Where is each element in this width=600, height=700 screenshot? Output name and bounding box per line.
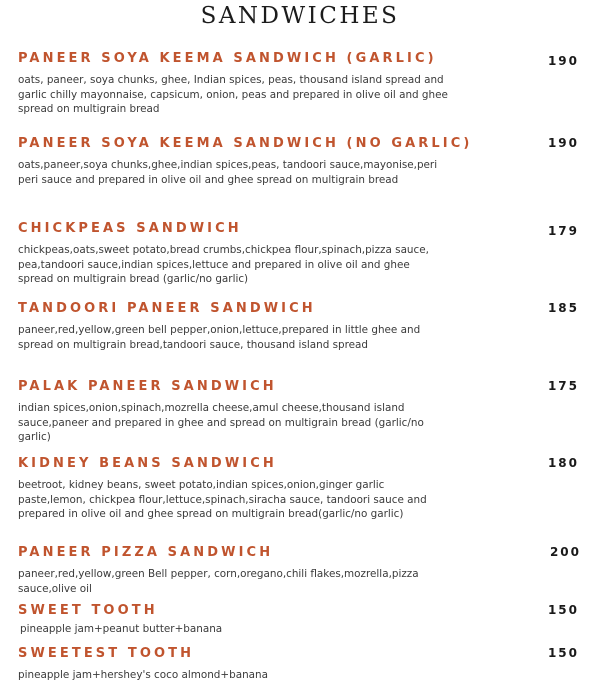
item-description: paneer,red,yellow,green Bell pepper, corn,oregano,chili flakes,mozrella,pizza sauce,olive oil xyxy=(18,568,419,595)
menu-item xyxy=(18,544,583,596)
menu-item xyxy=(18,602,583,637)
menu-item xyxy=(18,220,583,287)
item-price: 190 xyxy=(547,54,579,68)
item-description: indian spices,onion,spinach,mozrella cheese,amul cheese,thousand island sauce,paneer and prepared in ghee and spread on multigrain bread (garlic/no garlic) xyxy=(18,402,424,443)
item-description: paneer,red,yellow,green bell pepper,onion,lettuce,prepared in little ghee and spread on multigrain bread,tandoori sauce, thousand island spread xyxy=(18,324,421,351)
menu-item xyxy=(18,645,583,683)
item-description: pineapple jam+peanut butter+banana xyxy=(20,623,223,635)
menu-item xyxy=(18,135,583,187)
item-name: PANEER SOYA KEEMA SANDWICH (NO GARLIC) xyxy=(18,136,473,151)
item-price: 190 xyxy=(547,136,579,150)
item-price: 180 xyxy=(547,456,579,470)
item-description: pineapple jam+hershey's coco almond+banana xyxy=(18,669,268,681)
item-price: 179 xyxy=(547,224,579,238)
item-price: 185 xyxy=(547,301,579,315)
page-title: SANDWICHES xyxy=(200,3,400,29)
item-name: PALAK PANEER SANDWICH xyxy=(18,379,277,394)
item-price: 150 xyxy=(547,646,579,660)
item-price: 175 xyxy=(547,379,579,393)
menu-item xyxy=(18,455,583,522)
item-description: chickpeas,oats,sweet potato,bread crumbs,chickpea flour,spinach,pizza sauce, pea,tandoori sauce,indian spices,lettuce and prepared in olive oil and ghee spread on multigrain bread (garlic/no garlic) xyxy=(18,244,429,285)
item-description: oats,paneer,soya chunks,ghee,indian spices,peas, tandoori sauce,mayonise,peri peri sauce and prepared in olive oil and ghee spread on multigrain bread xyxy=(18,159,438,186)
menu-item xyxy=(18,378,583,445)
item-description: beetroot, kidney beans, sweet potato,indian spices,onion,ginger garlic paste,lemon, chickpea flour,lettuce,spinach,siracha sauce, tandoori sauce and prepared in olive oil and ghee spread on multigrain bread(garlic/no garlic) xyxy=(18,479,427,520)
item-name: PANEER PIZZA SANDWICH xyxy=(18,545,274,560)
item-price: 200 xyxy=(549,545,581,559)
item-name: TANDOORI PANEER SANDWICH xyxy=(18,301,316,316)
item-name: PANEER SOYA KEEMA SANDWICH (GARLIC) xyxy=(18,51,437,66)
item-name: CHICKPEAS SANDWICH xyxy=(18,221,242,236)
item-name: SWEETEST TOOTH xyxy=(18,646,195,661)
menu-item xyxy=(18,50,583,117)
item-description: oats, paneer, soya chunks, ghee, Indian spices, peas, thousand island spread and garlic chilly mayonnaise, capsicum, onion, peas and prepared in olive oil and ghee spread on multigrain bread xyxy=(18,74,448,115)
item-name: KIDNEY BEANS SANDWICH xyxy=(18,456,277,471)
menu-item xyxy=(18,300,583,352)
item-name: SWEET TOOTH xyxy=(18,603,158,618)
item-price: 150 xyxy=(547,603,579,617)
